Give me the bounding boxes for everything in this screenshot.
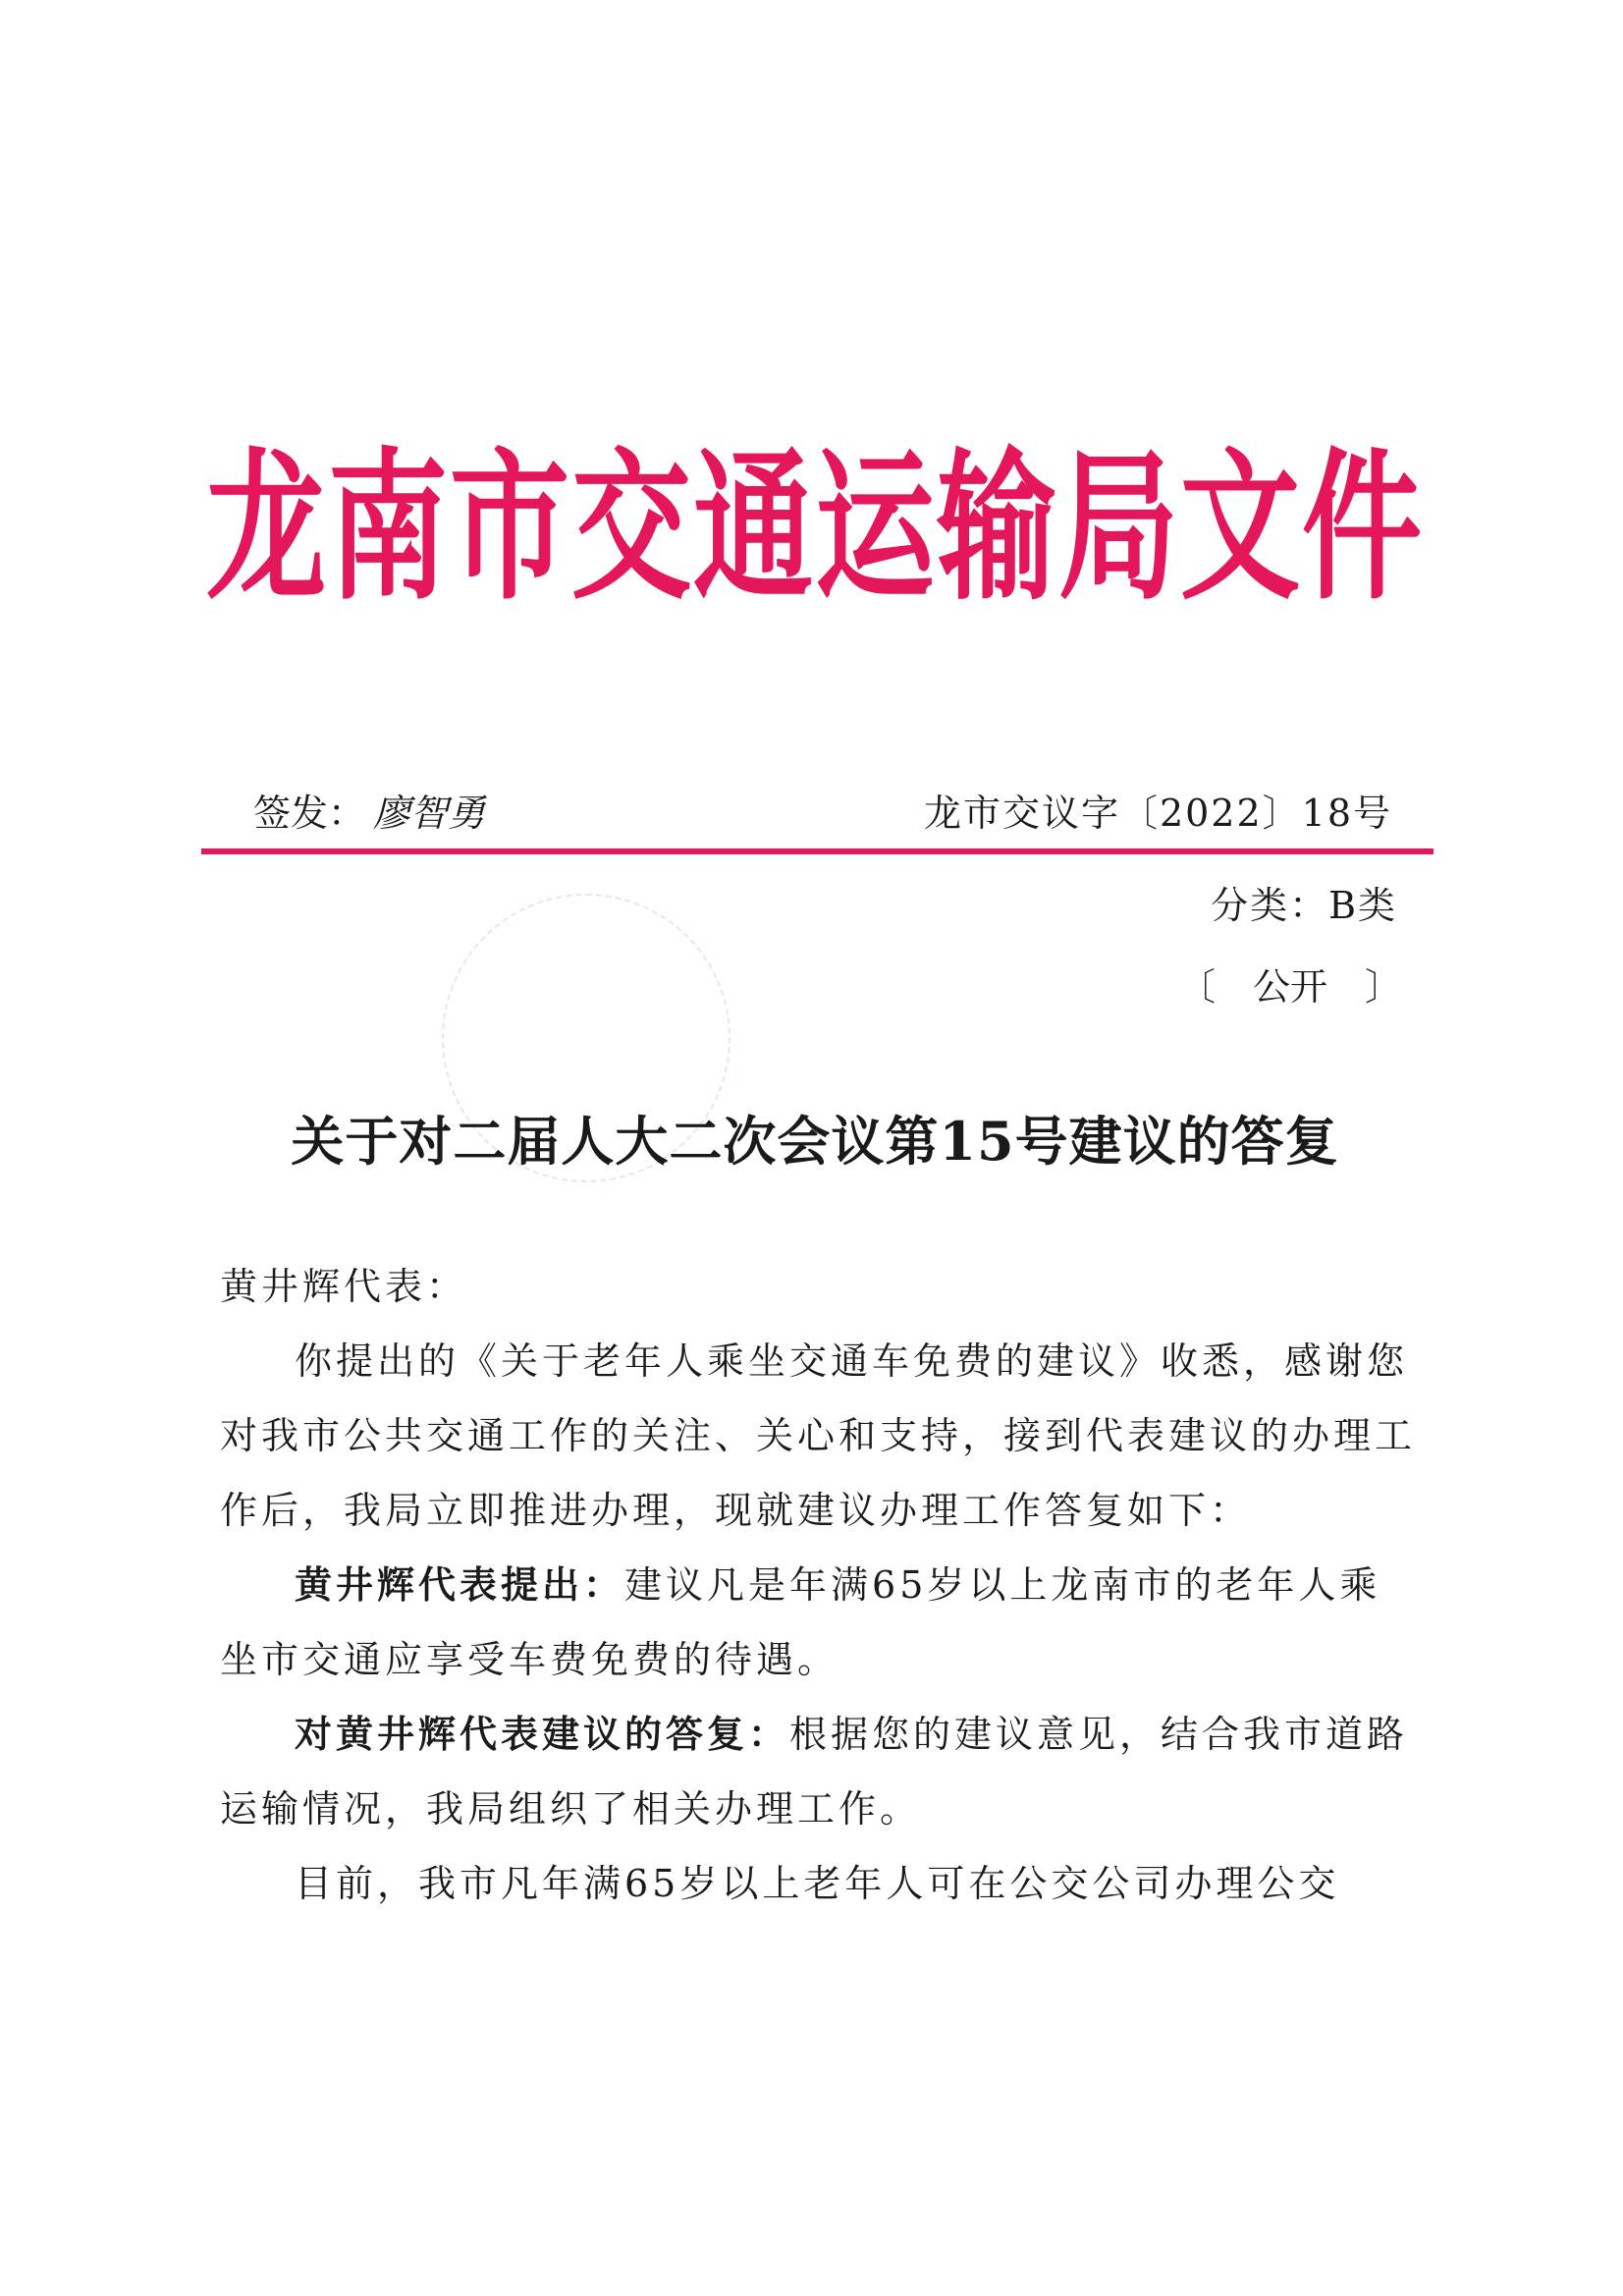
signer-label: 签发： <box>253 792 366 835</box>
paragraph-text: 你提出的《关于老年人乘坐交通车免费的建议》收悉，感谢您对我市公共交通工作的关注、关心和支持，接到代表建议的办理工作后，我局立即推进办理，现就建议办理工作答复如下： <box>220 1339 1417 1532</box>
signer-row <box>253 784 1392 843</box>
red-separator-line <box>201 848 1434 854</box>
paragraph-text: 目前，我市凡年满65岁以上老年人可在公交公司办理公交 <box>295 1862 1340 1905</box>
body-paragraph <box>220 1846 1418 1921</box>
paragraph-text: 根据您的建议意见，结合我市道路运输情况，我局组织了相关办理工作。 <box>220 1713 1409 1831</box>
classification-label: 分类：B类 <box>1211 884 1397 927</box>
body-paragraph <box>220 1324 1418 1548</box>
document-title: 关于对二届人大二次会议第15号建议的答复 <box>291 1110 1339 1173</box>
body-paragraph <box>220 1548 1418 1697</box>
document-header-title: 龙南市交通运输局文件 <box>206 433 1424 623</box>
paragraph-lead: 黄井辉代表提出： <box>295 1562 625 1607</box>
body-paragraph <box>220 1697 1418 1846</box>
document-number: 龙市交议字〔2022〕18号 <box>923 792 1392 835</box>
salutation: 黄井辉代表： <box>220 1265 468 1308</box>
signer-name: 廖智勇 <box>373 792 486 835</box>
disclosure-label: 〔 公开 〕 <box>1177 965 1402 1009</box>
paragraph-lead: 对黄井辉代表建议的答复： <box>295 1712 790 1756</box>
paragraph-text: 建议凡是年满65岁以上龙南市的老年人乘坐市交通应享受车费免费的待遇。 <box>220 1563 1381 1681</box>
document-body <box>220 1249 1418 1921</box>
